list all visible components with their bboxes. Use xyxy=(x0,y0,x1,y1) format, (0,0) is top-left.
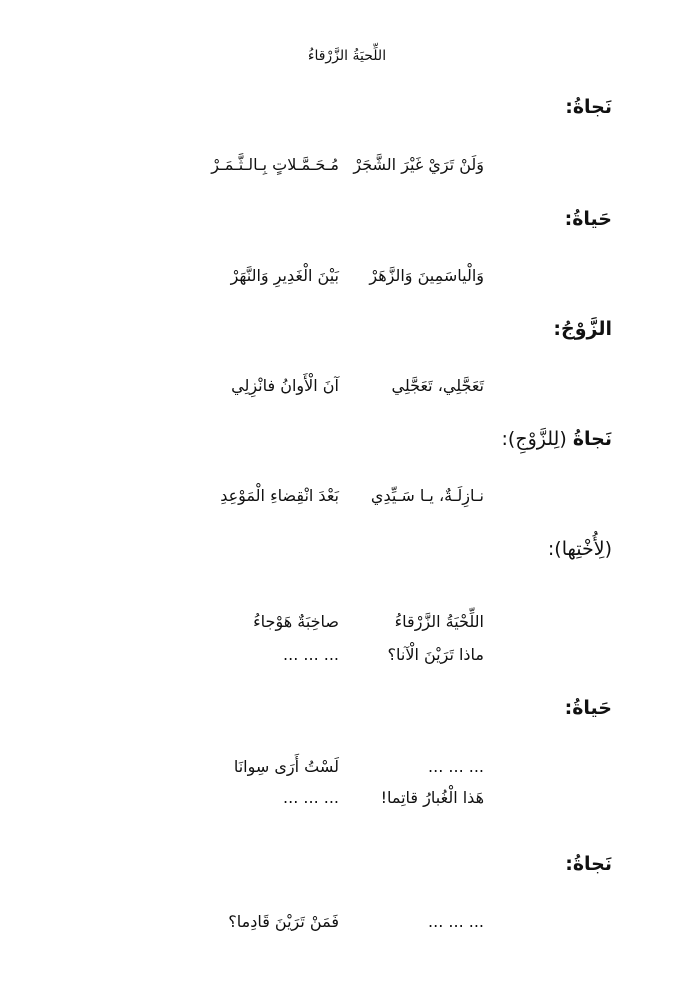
verse-first-hemistich: هَذا الْغُبارُ قاتِما! xyxy=(380,788,484,807)
verse-first-hemistich: ماذا تَرَيْنَ الْآنا؟ xyxy=(387,645,484,664)
verse-first-hemistich: ... ... ... xyxy=(428,912,484,931)
verse-first-hemistich: وَلَنْ تَرَيْ غَيْرَ الشَّجَرْ xyxy=(353,155,484,174)
verse-second-hemistich: آنَ الْأَوانُ فانْزِلِي xyxy=(231,376,339,395)
verse-second-hemistich: صاخِبَةٌ هَوْجاءُ xyxy=(253,612,339,631)
speaker-name: حَياةُ: xyxy=(564,697,612,719)
speaker-label xyxy=(565,208,612,230)
speaker-label xyxy=(565,96,612,118)
verse-first-hemistich: نـازِلَـةٌ، يـا سَـيِّدِي xyxy=(370,486,484,505)
stage-direction: (لِأُخْتِها): xyxy=(547,538,612,560)
verse-second-hemistich: مُـحَـمَّـلاتٍ بِـالـثَّـمَـرْ xyxy=(211,155,339,174)
speaker-name: نَجاةُ: xyxy=(565,96,612,118)
speaker-name: الزَّوْجُ: xyxy=(553,318,612,340)
speaker-name: نَجاةُ: xyxy=(565,853,612,875)
speaker-label xyxy=(565,853,612,875)
speaker-name: نَجاةُ xyxy=(572,428,612,450)
speaker-label xyxy=(548,538,612,560)
verse-second-hemistich: بَعْدَ انْقِضاءِ الْمَوْعِدِ xyxy=(220,486,339,505)
verse-second-hemistich: بَيْنَ الْغَدِيرِ وَالنَّهَرْ xyxy=(230,266,339,285)
speaker-label xyxy=(553,318,612,340)
verse-first-hemistich: تَعَجَّلِي، تَعَجَّلِي xyxy=(391,376,484,395)
verse-second-hemistich: لَسْتُ أَرَى سِوانَا xyxy=(233,757,339,776)
speaker-label xyxy=(502,428,612,450)
verse-second-hemistich: فَمَنْ تَرَيْنَ قَادِما؟ xyxy=(228,912,339,931)
verse-first-hemistich: وَالْياسَمِينَ وَالزَّهَرْ xyxy=(369,266,484,285)
speaker-label xyxy=(565,697,612,719)
verse-second-hemistich: ... ... ... xyxy=(283,645,339,664)
stage-direction: (لِلزَّوْجِ): xyxy=(501,428,573,450)
poem-title: اللِّحيَةُ الزَّرْقاءُ xyxy=(307,48,387,64)
verse-second-hemistich: ... ... ... xyxy=(283,788,339,807)
verse-first-hemistich: ... ... ... xyxy=(428,757,484,776)
verse-first-hemistich: اللِّحْيَةُ الزَّرْقاءُ xyxy=(394,612,484,631)
speaker-name: حَياةُ: xyxy=(564,208,612,230)
